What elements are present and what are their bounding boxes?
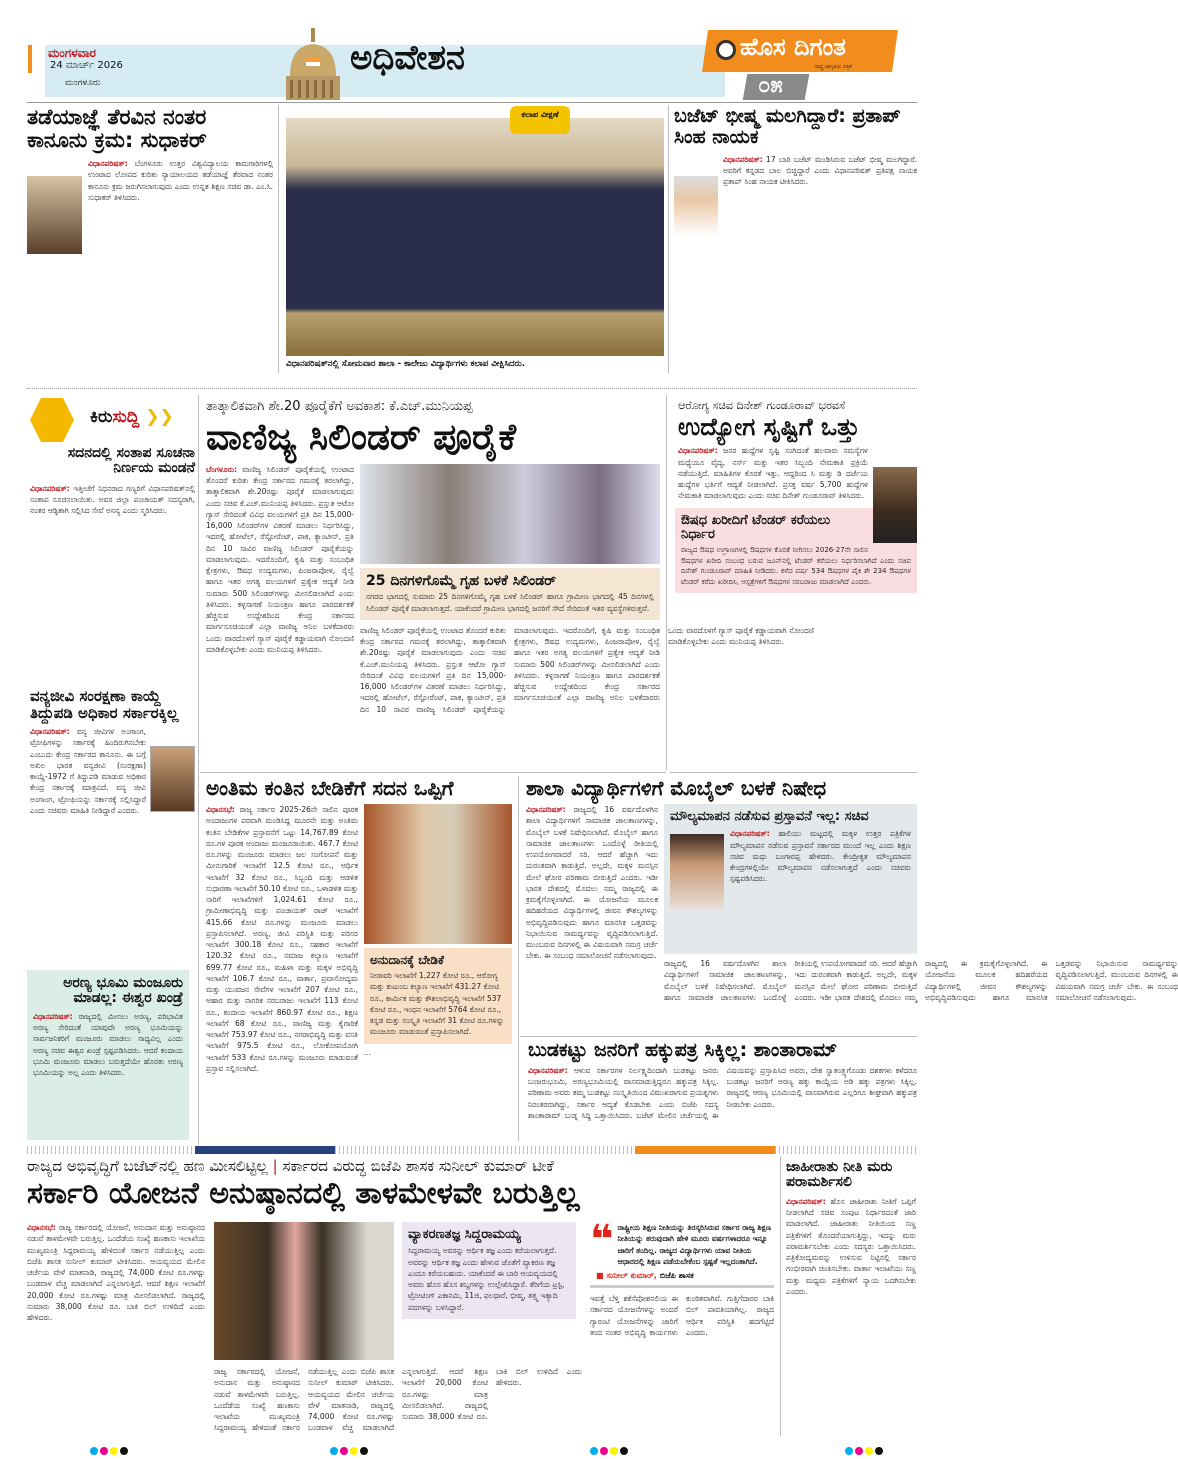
adpolicy-article — [786, 1160, 916, 1434]
health-portrait — [873, 467, 917, 543]
tribal-article — [528, 1040, 917, 1144]
row-rule — [27, 388, 917, 389]
sunil-kicker-a: ರಾಜ್ಯದ ಅಭಿವೃದ್ಧಿಗೆ ಬಜೆಟ್‌ನಲ್ಲಿ ಹಣ ಮೀಸಲಿಟ್ಟಿಲ್ಲ — [27, 1157, 268, 1175]
quote-author: ಸುನೀಲ್ ಕುಮಾರ್, — [606, 1271, 657, 1280]
evaluation-box-headline: ಮೌಲ್ಯಮಾಪನ ನಡೆಸುವ ಪ್ರಸ್ತಾವನೆ ಇಲ್ಲ: ಸಚಿವ — [670, 809, 869, 824]
adpolicy-body: ವಿಧಾನಪರಿಷತ್: ಹೊಸ ಜಾಹೀರಾತು ನೀತಿಗೆ ಒಪ್ಪಿಗೆ ನೀಡಲಾಗಿದೆ ಸಚಿವ ಸಂಪುಟ ನಿರ್ಧಾರದಂತೆ ಜಾರಿ ಮಾಡಲಾಗಿದೆ. ಜಾಹೀರಾತು ನೀತಿಯಿಂದ ಸಣ್ಣ ಪತ್ರಿಕೆಗಳಿಗೆ ತೊಂದರೆಯಾಗುತ್ತಿದ್ದು, ಇದನ್ನು ಮರು ಪರಾಮರ್ಶಿಸಬೇಕು ಎಂದು ಸದಸ್ಯರು ಒತ್ತಾಯಿಸಿದರು. ಪತ್ರಿಕೋದ್ಯಮವನ್ನು ಉಳಿಸುವ ನಿಟ್ಟಿನಲ್ಲಿ ಸರ್ಕಾರ ಗಂಭೀರವಾಗಿ ಚಿಂತಿಸಬೇಕು. ವಾರ್ತಾ ಇಲಾಖೆಯು ಸಣ್ಣ ಮತ್ತು ಮಧ್ಯಮ ಪತ್ರಿಕೆಗಳಿಗೆ ನ್ಯಾಯ ಒದಗಿಸಬೇಕು ಎಂದರು. — [786, 1196, 916, 1296]
sudhakar-portrait — [27, 176, 82, 254]
kirusuddi-logo: ಕಿರುಸುದ್ದಿ ❯❯ — [90, 407, 174, 427]
quote-text: ರಾಷ್ಟ್ರೀಯ ಶಿಕ್ಷಣ ನೀತಿಯನ್ನು ತಿರಸ್ಕರಿಸಿರುವ ಸರ್ಕಾರ ರಾಜ್ಯ ಶಿಕ್ಷಣ ನೀತಿಯನ್ನು ತರುವುದಾಗಿ ಹೇಳಿ ಮೂರು ವರ್ಷಗಳಾದರೂ ಇನ್ನೂ ಜಾರಿಗೆ ತಂದಿಲ್ಲ. ರಾಜ್ಯದ ವಿದ್ಯಾರ್ಥಿಗಳು ಯಾವ ನೀತಿಯ ಆಧಾರದಲ್ಲಿ ಶಿಕ್ಷಣ ಪಡೆಯಬೇಕೆಂಬ ಸ್ಪಷ್ಟತೆ ಇಲ್ಲದಂತಾಗಿದೆ. — [617, 1223, 772, 1266]
sunil-kicker: ರಾಜ್ಯದ ಅಭಿವೃದ್ಧಿಗೆ ಬಜೆಟ್‌ನಲ್ಲಿ ಹಣ ಮೀಸಲಿಟ್ಟಿಲ್ಲ | ಸರ್ಕಾರದ ವಿರುದ್ಧ ಬಿಜೆಪಿ ಶಾಸಕ ಸುನೀಲ್ ಕುಮಾರ್ ಟೀಕೆ — [27, 1157, 554, 1175]
cylinder-headline: ವಾಣಿಜ್ಯ ಸಿಲಿಂಡರ್ ಪೂರೈಕೆ — [206, 417, 517, 459]
health-box-headline: ಔಷಧ ಖರೀದಿಗೆ ಟೆಂಡರ್ ಕರೆಯಲು ನಿರ್ಧಾರ — [681, 512, 831, 543]
sunil-kumar-photo — [214, 1222, 394, 1360]
print-registration-marks — [590, 1440, 630, 1459]
quote-attribution: ■ ಸುನೀಲ್ ಕುಮಾರ್, ಬಿಜೆಪಿ ಶಾಸಕ — [596, 1271, 694, 1280]
quote-rule — [590, 1285, 774, 1288]
date-accent-bar — [28, 45, 32, 73]
wildlife-body: ವಿಧಾನಪರಿಷತ್: ವನ್ಯ ಜೀವಿಗಳ ಅಂಗಾಂಗ, ಟ್ರೋಫಿಗಳನ್ನು ಸರ್ಕಾರಕ್ಕೆ ಹಿಂದಿರುಗಿಸಬೇಕು ಎಂಬುದು ಕೇಂದ್ರ ಸರ್ಕಾರದ ಕಾನೂನು. ಈ ಬಗ್ಗೆ ಅಖಿಲ ಭಾರತ ವನ್ಯಜೀವಿ (ಸಂರಕ್ಷಣಾ) ಕಾಯ್ದೆ-1972 ಗೆ ತಿದ್ದುಪಡಿ ಮಾಡುವ ಅಧಿಕಾರ ಕೇಂದ್ರ ಸರ್ಕಾರಕ್ಕೆ ಮಾತ್ರವಿದೆ. ವನ್ಯ ಜೀವಿ ಅಂಗಾಂಗ, ಟ್ರೋಫಿಯನ್ನು ಸರ್ಕಾರಕ್ಕೆ ಸಲ್ಲಿಸಿದ್ದಾರೆ ಎಂದು ಸಚಿವರು ಮಾಹಿತಿ ನೀಡಿದ್ದಾರೆ ಎಂದರು. — [30, 726, 195, 816]
cylinder-box-body: ನಗರದ ಭಾಗದಲ್ಲಿ ಸುಮಾರು 25 ದಿನಗಳಿಗೊಮ್ಮೆ ಗೃಹ ಬಳಕೆ ಸಿಲಿಂಡರ್ ಹಾಗೂ ಗ್ರಾಮೀಣ ಭಾಗದಲ್ಲಿ 45 ದಿನಗಳಲ್ಲಿ ಸಿಲಿಂಡರ್ ಪೂರೈಕೆ ಮಾಡಲಾಗುತ್ತದೆ. ಯಾಕೆಂದರೆ ಗ್ರಾಮೀಣ ಭಾಗದಲ್ಲಿ ಜನರಿಗೆ ಸೌದೆ ಸೇರಿದಂತೆ ಇತರ ವ್ಯವಸ್ಥೆಗಳಿರುತ್ತವೆ. — [366, 592, 654, 613]
edition-label: ಮಂಗಳೂರು — [65, 78, 101, 88]
evaluation-box-body: ವಿಧಾನಪರಿಷತ್: ಹಾಲಿಯು ಮಟ್ಟದಲ್ಲಿ ಮಕ್ಕಳ ಉತ್ತರ ಪತ್ರಿಕೆಗಳ ಮೌಲ್ಯಮಾಪನ ನಡೆಸುವ ಪ್ರಸ್ತಾವನೆ ಸರ್ಕಾರದ ಮುಂದೆ ಇಲ್ಲ ಎಂದು ಶಿಕ್ಷಣ ಸಚಿವ ಮಧು ಬಂಗಾರಪ್ಪ ಹೇಳಿದರು. ಕೇಂದ್ರೀಕೃತ ಮೌಲ್ಯಮಾಪನ ಕೇಂದ್ರಗಳಲ್ಲಿಯೇ ಮೌಲ್ಯಮಾಪನ ನಡೆಸಲಾಗುತ್ತದೆ ಎಂದು ಸಚಿವರು ಸ್ಪಷ್ಟಪಡಿಸಿದರು. — [670, 828, 911, 884]
sunil-body-2: ಇವತ್ತೆ ಬೆಳ್ತಿ ಶಕೆಸೆಪೋಶನಲಿಯ ಈ ಸರ್ಕಾರದ ಯೋಜನೆಗಳನ್ನು ಅಂದರೆ ಗ್ಯಾರಂಟಿ ಯೋಜನೆಗಳನ್ನು ಜಾರಿಗೆ ತಂದ ನಂತರ ಅಭಿವೃದ್ಧಿ ಕಾರ್ಯಗಳು ಕುಂಠಿತವಾಗಿವೆ. ಗುತ್ತಿಗೆದಾರರ ಬಾಕಿ ಬಿಲ್ ಪಾವತಿಯಾಗಿಲ್ಲ. ರಾಜ್ಯದ ಆರ್ಥಿಕ ಪರಿಸ್ಥಿತಿ ಹದಗೆಟ್ಟಿದೆ ಎಂದರು. — [590, 1294, 774, 1337]
divider — [278, 105, 279, 373]
pratap-body: ವಿಧಾನಪರಿಷತ್: 17 ಬಾರಿ ಬಜೆಟ್ ಮಂಡಿಸಿರುವ ಬಜೆಟ್ ಭೀಷ್ಮ ಮಲಗಿದ್ದಾರೆ. ಅವರಿಗೆ ಕನ್ನಡದ ಬಾಲ ಬಿಚ್ಚಿದ್ದಾರೆ ಎಂದು ವಿಧಾನಪರಿಷತ್ ಪ್ರತಿಪಕ್ಷ ನಾಯಕ ಪ್ರತಾಪ್ ಸಿಂಹ ನಾಯಕ ಟೀಕಿಸಿದರು. — [674, 154, 917, 188]
divider — [668, 105, 669, 373]
section-divider — [27, 1146, 917, 1154]
kirusuddi-hexagon-icon — [30, 398, 74, 442]
pratap-article — [674, 106, 917, 238]
grammar-box — [402, 1222, 576, 1319]
sudhakar-headline: ತಡೆಯಾಜ್ಞೆ ತೆರವಿನ ನಂತರ ಕಾನೂನು ಕ್ರಮ: ಸುಧಾಕರ್ — [27, 105, 207, 153]
divider-orange-segment — [635, 1146, 775, 1154]
photo-caption: ವಿಧಾನಪರಿಷತ್‌ನಲ್ಲಿ ಸೋಮವಾರ ಶಾಲಾ - ಕಾಲೇಜು ವಿದ್ಯಾರ್ಥಿಗಳು ಕಲಾಪ ವೀಕ್ಷಿಸಿದರು. — [286, 359, 525, 369]
divider — [198, 395, 199, 1145]
row-rule — [670, 772, 917, 773]
print-registration-marks — [90, 1440, 130, 1459]
cylinder-body-lead: ಬೆಂಗಳೂರು: ವಾಣಿಜ್ಯ ಸಿಲಿಂಡರ್ ಪೂರೈಕೆಯಲ್ಲಿ ಉಂಟಾದ ತೊಂದರೆ ಕುರಿತು ಕೇಂದ್ರ ಸರ್ಕಾರದ ಗಮನಕ್ಕೆ ತರಲಾಗಿದ್ದು, ತಾತ್ಕಾಲಿಕವಾಗಿ ಶೇ.20ರಷ್ಟು ಪೂರೈಕೆ ಮಾಡಲಾಗುವುದು ಎಂದು ಸಚಿವ ಕೆ.ಎಚ್.ಮುನಿಯಪ್ಪ ತಿಳಿಸಿದರು. ಪ್ರಸ್ತುತ ಆಟೋ ಗ್ಯಾಸ್ ಸೇರಿದಂತೆ ವಿವಿಧ ವಲಯಗಳಿಗೆ ಪ್ರತಿ ದಿನ 15,000-16,000 ಸಿಲಿಂಡರ್‌ಗಳ ವಿತರಣೆ ಮಾಡಲು ನಿರ್ಧರಿಸಿದ್ದು, ಇದರಲ್ಲಿ ಹೋಟೆಲ್, ರೆಸ್ಟೋರೆಂಟ್, ಪಾಕ, ಕ್ಯಾಂಟೀನ್, ಪ್ರತಿ ದಿನ 10 ಸಾವಿರ ವಾಣಿಜ್ಯ ಸಿಲಿಂಡರ್ ಪೂರೈಕೆಯನ್ನು ಮಾಡಲಾಗುವುದು. ಇದರೊಂದಿಗೆ, ಕೃಷಿ ಮತ್ತು ಸಂಬಂಧಿತ ಕ್ಷೇತ್ರಗಳು, ಔಷಧ ಉದ್ಯಮಗಳು, ಪಿಂಜರಾಪೋಳ, ರೈಲ್ವೆ ಹಾಗೂ ಇತರ ಅಗತ್ಯ ವಲಯಗಳಿಗೆ ಪ್ರತ್ಯೇಕ ಆದ್ಯತೆ ನೀಡಿ ಸುಮಾರು 500 ಸಿಲಿಂಡರ್‌ಗಳನ್ನು ಮೀಸಲಿಡಲಾಗಿದೆ ಎಂದು ತಿಳಿಸಿದರು. ಕಳ್ಳಸಾಗಣೆ ನಿಯಂತ್ರಣ ಹಾಗೂ ಪಾರದರ್ಶಕತೆ ಹೆಚ್ಚಿಸುವ ಉದ್ದೇಶದಿಂದ ಕೇಂದ್ರ ಸರ್ಕಾರದ ಮಾರ್ಗಸೂಚಿಯಂತೆ ಎಲ್ಲಾ ವಾಣಿಜ್ಯ ಅನಿಲ ಬಳಕೆದಾರರು ಒಂದು ವಾರದೊಳಗೆ ಗ್ಯಾಸ್ ಪೂರೈಕೆ ಕಡ್ಡಾಯವಾಗಿ ನೋಂದಣಿ ಮಾಡಿಕೊಳ್ಳಬೇಕು ಎಂದು ಮುನಿಯಪ್ಪ ತಿಳಿಸಿದರು. — [206, 464, 355, 654]
divider-blue-segment — [195, 1146, 335, 1154]
tribal-body: ವಿಧಾನಪರಿಷತ್: ಆಳುವ ಸರ್ಕಾರಗಳ ನಿರ್ಲಕ್ಷ್ಯದಿಂದಾಗಿ ಬುಡಕಟ್ಟು ಜನರು ಬಂಜರುಭೂಮಿ, ಅರಣ್ಯಭೂಮಿಯಲ್ಲಿ ವಾಸಮಾಡುತ್ತಿದ್ದರೂ ಹಕ್ಕುಪತ್ರ ಸಿಕ್ಕಿಲ್ಲ. ಪರಿಣಾಮ ಅವರು ತಮ್ಮ ಬುಡಕಟ್ಟು ಸಂಸ್ಕೃತಿಯಿಂದ ವಿಮುಖರಾಗುವ ಪ್ರಯತ್ನಗಳು ನಿರಂತರವಾಗಿದ್ದು, ಸರ್ಕಾರ ಆದ್ಯತೆ ಕೊಡಬೇಕು ಎಂದು ಬಿಜೆಪಿ ಸದಸ್ಯ ಶಾಂತಾರಾಮ್ ಬುಡ್ನ ಸಿದ್ದಿ ಒತ್ತಾಯಿಸಿದರು. ಬಜೆಟ್ ಮೇಲಿನ ಚರ್ಚೆಯಲ್ಲಿ ಈ ವಿಷಯವನ್ನು ಪ್ರಸ್ತಾಪಿಸಿದ ಅವರು, ದೇಶ ಸ್ವಾತಂತ್ರ್ಯಗೊಂಡು ದಶಕಗಳು ಕಳೆದರೂ ಬುಡಕಟ್ಟು ಜನರಿಗೆ ಅರಣ್ಯ ಹಕ್ಕು ಕಾಯ್ದೆಯ ಅಡಿ ಹಕ್ಕು ಪತ್ರಗಳು ಸಿಕ್ಕಿಲ್ಲ. ರಾಜ್ಯದಲ್ಲಿ ಆರಣ್ಯ ಭೂಮಿಯಲ್ಲಿ ವಾಸವಾಗಿರುವ ಎಲ್ಲರಿಗೂ ಶೀಘ್ರವಾಗಿ ಹಕ್ಕುಪತ್ರ ನೀಡಬೇಕು ಎಂದರು. — [528, 1065, 917, 1120]
mobile-article — [526, 776, 1178, 1033]
pratap-portrait — [674, 176, 718, 236]
sudhakar-body: ವಿಧಾನಪರಿಷತ್: ಬೆಂಗಳೂರು ಉತ್ತರ ವಿಶ್ವವಿದ್ಯಾಲಯ ಕಾಮಗಾರಿಗಳಲ್ಲಿ ಉಂಟಾದ ಲೋಪದ ಕುರಿತು ನ್ಯಾಯಾಲಯದ ತಡೆಯಾಜ್ಞೆ ತೆರವಾದ ನಂತರ ಕಾನೂನು ಕ್ರಮ ಜರುಗಿಸಲಾಗುವುದು ಎಂದು ಉನ್ನತ ಶಿಕ್ಷಣ ಸಚಿವ ಡಾ. ಎಂ.ಸಿ. ಸುಧಾಕರ್ ತಿಳಿಸಿದರು. — [27, 158, 273, 203]
lastinstallment-article — [206, 777, 512, 1074]
wildlife-article — [30, 688, 195, 816]
health-headline: ಉದ್ಯೋಗ ಸೃಷ್ಟಿಗೆ ಒತ್ತು — [678, 413, 860, 442]
grammar-box-headline: ವ್ಯಾಕರಣತಜ್ಞ ಸಿದ್ದರಾಮಯ್ಯ — [408, 1227, 521, 1242]
row-rule — [200, 772, 666, 773]
forest-body: ವಿಧಾನಪರಿಷತ್: ರಾಜ್ಯದಲ್ಲಿ ಮೀಸಲು ಅರಣ್ಯ, ಪರಿಭಾವಿತ ಅರಣ್ಯ ಸೇರಿದಂತೆ ಯಾವುದೇ ಅರಣ್ಯ ಭೂಮಿಯನ್ನು ಸಾರ್ವಜನಿಕರಿಗೆ ಮಂಜೂರು ಮಾಡಲು ಸಾಧ್ಯವಿಲ್ಲ ಎಂದು ಅರಣ್ಯ ಸಚಿವ ಈಶ್ವರ ಖಂಡ್ರೆ ಸ್ಪಷ್ಟಪಡಿಸಿದರು. ಆದರೆ ಕಂದಾಯ ಭೂಮಿ ಮಂಜೂರು ಮಾಡಲು ಬರುತ್ತದೆಯೇ ಹೊರತು ಅರಣ್ಯ ಭೂಮಿಯನ್ನು ಅಲ್ಲ ಎಂದು ತಿಳಿಸಿದರು. — [33, 1011, 183, 1078]
divider — [518, 776, 519, 1141]
sunil-kicker-b: ಸರ್ಕಾರದ ವಿರುದ್ಧ ಬಿಜೆಪಿ ಶಾಸಕ ಸುನೀಲ್ ಕುಮಾರ್ ಟೀಕೆ — [282, 1157, 554, 1175]
health-body: ವಿಧಾನಪರಿಷತ್: ಜನರ ಹುದ್ದೆಗಳ ಸೃಷ್ಟಿ ಸಂಗಿದಂತೆ ಹಲವಾರು ಸಮಸ್ಯೆಗಳ ಮಧ್ಯೆಯೂ ವೈದ್ಯ, ನರ್ಸ್ ಮತ್ತು ಇತರ ಸಿಬ್ಬಂದಿ ನೇಮಕಾತಿ ಪ್ರಕ್ರಿಯೆ ನಡೆಯುತ್ತಿದೆ. ಮಾಹಿತಿಗಳ ಕೊರತೆ ಇತ್ತು. ಆದ್ದರಿಂದ ಸಿ ಮತ್ತು ಡಿ ದರ್ಜೆಯ ಹುದ್ದೆಗಳ ಭರ್ತಿಗೆ ಆದ್ಯತೆ ನೀಡಲಾಗಿದೆ. ಪ್ರಸಕ್ತ ವರ್ಷ 5,700 ಹುದ್ದೆಗಳ ನೇಮಕಾತಿ ಮಾಡಲಾಗುವುದು ಎಂದು ಸಚಿವ ದಿನೇಶ್ ಗುಂಡೂರಾವ್ ತಿಳಿಸಿದರು. — [675, 445, 917, 501]
quote-text-block — [590, 1217, 774, 1267]
mobile-body: ವಿಧಾನಪರಿಷತ್: ರಾಜ್ಯದಲ್ಲಿ 16 ವರ್ಷದೊಳಗಿನ ಶಾಲಾ ವಿದ್ಯಾರ್ಥಿಗಳಿಗೆ ಸಾಮಾಜಿಕ ಜಾಲತಾಣಗಳನ್ನು, ಮೊಬೈಲ್ ಬಳಕೆ ನಿಷೇಧಿಸಲಾಗಿದೆ. ಮೊಬೈಲ್ ಹಾಗೂ ಸಾಮಾಜಿಕ ಜಾಲತಾಣಗಳು ಒಂದೊಳ್ಳೆ ರೀತಿಯಲ್ಲಿ ಉಪಯೋಗವಾದರೆ ಸರಿ. ಆದರೆ ಹೆಚ್ಚಾಗಿ ಇದು ದುರಂತವಾಗಿ ಕಾಡುತ್ತಿದೆ. ಅಲ್ಲದೇ, ಮಕ್ಕಳ ಮನಸ್ಸಿನ ಮೇಲೆ ಘೋರ ಪರಿಣಾಮ ಬೀರುತ್ತಿದೆ ಎಂದರು. ಇಡೀ ಭಾರತ ದೇಶದಲ್ಲಿ ಮೊದಲು ನಮ್ಮ ರಾಜ್ಯದಲ್ಲಿ ಈ ಕ್ರಮಕೈಗೊಳ್ಳಲಾಗಿದೆ. ಈ ಯೋಜನೆಯ ಮೂಲಕ ಹದಿಹರೆಯದ ವಿದ್ಯಾರ್ಥಿಗಳಲ್ಲಿ ಜೀವನ ಕೌಶಲ್ಯಗಳನ್ನು ಅಭಿವೃದ್ಧಿಪಡಿಸುವುದು ಹಾಗೂ ಮಾನಸಿಕ ಒತ್ತಡವನ್ನು ನಿಭಾಯಿಸುವ ಸಾಮರ್ಥ್ಯವನ್ನು ವೃದ್ಧಿಪಡಿಸಲಾಗುತ್ತಿದೆ. ಮುಂಬರುವ ದಿನಗಳಲ್ಲಿ ಈ ವಿಷಯವಾಗಿ ಸಮಗ್ರ ಚರ್ಚೆ ಬೇಕು. ಈ ಸಂಬಂಧ ಸಮಾಲೋಚನೆ ನಡೆಸಲಾಗುವುದು. — [526, 805, 658, 961]
cylinder-meeting-photo — [360, 464, 660, 564]
day-label: ಮಂಗಳವಾರ — [48, 46, 97, 60]
mobile-headline: ಶಾಲಾ ವಿದ್ಯಾರ್ಥಿಗಳಿಗೆ ಮೊಬೈಲ್ ಬಳಕೆ ನಿಷೇಧ — [526, 776, 827, 800]
print-registration-marks — [330, 1440, 370, 1459]
health-box-body: ರಾಜ್ಯದ ಔಷಧ ಉಗ್ರಾಣಗಳಲ್ಲಿ ಔಷಧಗಳ ಕೊರತೆ ನೀಗಿಸಲು 2026-27ನೇ ಸಾಲಿನ ಔಷಧಗಳ ಖರೀದಿ ಸಂಬಂಧ ಬರುವ ಜೂನ್‌ನಲ್ಲಿ ಟೆಂಡರ್ ಕರೆಯಲು ನಿರ್ಧರಿಸಲಾಗಿದೆ ಎಂದು ಸಚಿವ ದಿನೇಶ್ ಗುಂಡೂರಾವ್ ಮಾಹಿತಿ ನೀಡಿದರು. ಕಳೆದ ವರ್ಷ 534 ಔಷಧಗಳ ಪೈಕಿ ಶೇ 234 ಔಷಧಗಳ ಟೆಂಡರ್ ಕರೆದು ಖರೀದಿಸಿ, ಆಸ್ಪತ್ರೆಗಳಿಗೆ ಔಷಧಗಳ ಸರಬರಾಜು ಮಾಡಲಾಗಿದೆ ಎಂದರು. — [681, 546, 911, 586]
date-label: 24 ಮಾರ್ಚ್ 2026 — [50, 60, 123, 71]
cylinder-kicker: ತಾತ್ಕಾಲಿಕವಾಗಿ ಶೇ.20 ಪೂರೈಕೆಗೆ ಅವಕಾಶ: ಕೆ.ಎಚ್.ಮುನಿಯಪ್ಪ — [206, 399, 473, 414]
sudhakar-article — [27, 106, 273, 256]
sunil-headline: ಸರ್ಕಾರಿ ಯೋಜನೆ ಅನುಷ್ಠಾನದಲ್ಲಿ ತಾಳಮೇಳವೇ ಬರುತ್ತಿಲ್ಲ — [27, 1175, 580, 1211]
kirusuddi-article — [30, 446, 195, 517]
grammar-box-body: ಸಿದ್ದರಾಮಯ್ಯ ಅವರನ್ನು ಆರ್ಥಿಕ ತಜ್ಞ ಎಂದು ಕರೆಯಲಾಗುತ್ತದೆ. ಅವರನ್ನು ಆರ್ಥಿಕ ತಜ್ಞ ಎಂದು ಹೇಳುವ ಜೊತೆಗೆ ವ್ಯಾಕರಣ ತಜ್ಞ ಎಂದೂ ಕರೆಯಬಹುದು. ಯಾಕೆಂದರೆ ಈ ಬಾರಿ ಆಯವ್ಯಯದಲ್ಲಿ ಅವರು ಹೊಸ ಹೊಸ ಶಬ್ದಗಳನ್ನು ಉಲ್ಲೇಖಿಸಿದ್ದಾರೆ. ತೆರಿಗೆಯ ಟ್ರಸ್ಟಿ, ಟ್ರೋಟಿಂಗ್ ಎಕಾನಮಿ, 11ಜಿ, ಫಲಧಾರೆ, ಭೀಷ್ಮ, ತತ್ತ್ವ ಇತ್ಯಾದಿ ಪದಗಳನ್ನು ಬಳಸಿದ್ದಾರೆ. — [408, 1246, 565, 1312]
row-rule — [520, 1036, 917, 1037]
students-gallery-photo — [286, 118, 664, 356]
pratap-headline: ಬಜೆಟ್ ಭೀಷ್ಮ ಮಲಗಿದ್ದಾರೆ: ಪ್ರತಾಪ್ ಸಿಂಹ ನಾಯಕ — [674, 105, 901, 148]
photo-tag — [510, 106, 570, 134]
divider — [780, 1156, 781, 1436]
lastinstallment-body: ವಿಧಾನಸಭೆ: ರಾಜ್ಯ ಸರ್ಕಾರ 2025-26ನೇ ಸಾಲಿನ ಪೂರಕ ಅಂದಾಜುಗಳ ಪರವಾಗಿ ಮಂಡಿಸಿದ್ದ ಮೂರನೇ ಮತ್ತು ಅಂತಿಮ ಕಂತಿನ ಬೇಡಿಕೆಗಳ ಪ್ರಸ್ತಾವನೆಗೆ ಒಟ್ಟು 14,767.89 ಕೋಟಿ ರೂ.ಗಳ ಪೂರಕ ಅಂದಾಜು ಮಂಜೂರಾಯಿತು. 467.7 ಕೋಟಿ ರೂ.ಗಳನ್ನು ಮಂಜೂರು ಮಾಡಲು ಜಲ ಸಂಗೋಪನೆ ಮತ್ತು ಮೀನುಗಾರಿಕೆ ಇಲಾಖೆಗೆ 12.5 ಕೋಟಿ ರೂ., ಆರ್ಥಿಕ ಇಲಾಖೆಗೆ 32 ಕೋಟಿ ರೂ., ಸಿಬ್ಬಂದಿ ಮತ್ತು ಆಡಳಿತ ಸುಧಾರಣಾ ಇಲಾಖೆಗೆ 50.10 ಕೋಟಿ ರೂ., ಒಳಾಡಳಿತ ಮತ್ತು ಸಾರಿಗೆ ಇಲಾಖೆಗಳಿಗೆ 1,024.61 ಕೋಟಿ ರೂ., ಗ್ರಾಮೀಣಾಭಿವೃದ್ಧಿ ಮತ್ತು ಪಂಚಾಯತ್ ರಾಜ್ ಇಲಾಖೆಗೆ 415.66 ಕೋಟಿ ರೂ.ಗಳನ್ನು ಮಂಜೂರು ಮಾಡಲು ಪ್ರಸ್ತಾಪಿಸಲಾಗಿದೆ. ಅರಣ್ಯ, ಜೀವಿ ಪರಿಸ್ಥಿತಿ ಮತ್ತು ಪರಿಸರ ಇಲಾಖೆಗೆ 300.18 ಕೋಟಿ ರೂ., ಸಹಕಾರ ಇಲಾಖೆಗೆ 120.32 ಕೋಟಿ ರೂ., ಸಮಾಜ ಕಲ್ಯಾಣ ಇಲಾಖೆಗೆ 699.77 ಕೋಟಿ ರೂ., ಮಹಿಳಾ ಮತ್ತು ಮಕ್ಕಳ ಅಭಿವೃದ್ಧಿ ಇಲಾಖೆಗೆ 106.7 ಕೋಟಿ ರೂ., ವಾರ್ತಾ, ಪ್ರವಾಸೋದ್ಯಮ ಮತ್ತು ಯುವಜನ ಸೇವೆಗಳ ಇಲಾಖೆಗೆ 207 ಕೋಟಿ ರೂ., ಆಹಾರ ಮತ್ತು ನಾಗರಿಕ ಸರಬರಾಜು ಇಲಾಖೆಗೆ 113 ಕೋಟಿ ರೂ., ಕಂದಾಯ ಇಲಾಖೆಗೆ 860.97 ಕೋಟಿ ರೂ., ಶಿಕ್ಷಣ ಇಲಾಖೆಗೆ 68 ಕೋಟಿ ರೂ., ವಾಣಿಜ್ಯ ಮತ್ತು ಕೈಗಾರಿಕೆ ಇಲಾಖೆಗೆ 753.97 ಕೋಟಿ ರೂ., ನಗರಾಭಿವೃದ್ಧಿ ಮತ್ತು ವಸತಿ ಇಲಾಖೆಗೆ 975.5 ಕೋಟಿ ರೂ., ಲೋಕೋಪಯೋಗಿ ಇಲಾಖೆಗೆ 533 ಕೋಟಿ ರೂ.ಗಳನ್ನು ಮಂಜೂರು ಮಾಡುವಂತೆ ಪ್ರಸ್ತಾವ ಸಲ್ಲಿಸಲಾಗಿದೆ. — [206, 805, 358, 1073]
health-article — [675, 400, 917, 593]
logo-tagline: ರಾಷ್ಟ್ರ ಜಾಗೃತಿಯ ಪತ್ರಿಕೆ — [815, 64, 852, 70]
kirusuddi-logo-b: ಸುದ್ದಿ — [112, 407, 140, 427]
adpolicy-headline: ಜಾಹೀರಾತು ನೀತಿ ಮರು ಪರಾಮರ್ಶಿಸಲಿ — [786, 1159, 893, 1191]
header-rule — [27, 102, 917, 103]
photo-tag-label: ಕಲಾಪ ವೀಕ್ಷಣೆ — [521, 110, 559, 119]
sunil-heading — [27, 1158, 775, 1210]
forest-headline: ಅರಣ್ಯ ಭೂಮಿ ಮಂಜೂರು ಮಾಡಲ್ಲ: ಈಶ್ವರ ಖಂಡ್ರೆ — [63, 975, 183, 1007]
section-title: ಅಧಿವೇಶನ — [350, 38, 465, 78]
quote-role: ಬಿಜೆಪಿ ಶಾಸಕ — [659, 1271, 694, 1280]
cylinder-box — [360, 568, 660, 620]
grants-box — [364, 948, 512, 1044]
health-kicker: ಆರೋಗ್ಯ ಸಚಿವ ದಿನೇಶ್ ಗುಂಡೂರಾವ್ ಭರವಸೆ — [678, 399, 846, 412]
logo-icon — [716, 40, 736, 60]
kirusuddi-body: ವಿಧಾನಪರಿಷತ್: ಇತ್ತೀಚೆಗೆ ನಿಧನರಾದ ಗಣ್ಯರಿಗೆ ವಿಧಾನಪರಿಷತ್‌ನಲ್ಲಿ ಸಂತಾಪ ಸೂಚಿಸಲಾಯಿತು. ಅವರ ಜಿಲ್ಲಾ ಪಂಚಾಯತ್ ಸದಸ್ಯರಾಗಿ, ನಂತರ ಆಡ್ಳಿತಾಗಿ ಸಲ್ಲಿಸಿದ ಸೇವೆ ಅನನ್ಯ ಎಂದು ಸ್ಮರಿಸಿದರು. — [30, 483, 195, 516]
quote-column — [590, 1217, 774, 1434]
cylinder-box-headline: 25 ದಿನಗಳಿಗೊಮ್ಮೆ ಗೃಹ ಬಳಕೆ ಸಿಲಿಂಡರ್ — [366, 572, 557, 589]
kirusuddi-headline: ಸದನದಲ್ಲಿ ಸಂತಾಪ ಸೂಚನಾ ನಿರ್ಣಯ ಮಂಡನೆ — [67, 445, 195, 477]
minister-speaking-photo — [364, 804, 512, 944]
evaluation-box — [664, 804, 917, 954]
print-registration-marks — [845, 1440, 885, 1459]
mobile-body-continued: ರಾಜ್ಯದಲ್ಲಿ 16 ವರ್ಷದೊಳಗಿನ ಶಾಲಾ ವಿದ್ಯಾರ್ಥಿಗಳಿಗೆ ಸಾಮಾಜಿಕ ಜಾಲತಾಣಗಳನ್ನು, ಮೊಬೈಲ್ ಬಳಕೆ ನಿಷೇಧಿಸಲಾಗಿದೆ. ಮೊಬೈಲ್ ಹಾಗೂ ಸಾಮಾಜಿಕ ಜಾಲತಾಣಗಳು ಒಂದೊಳ್ಳೆ ರೀತಿಯಲ್ಲಿ ಉಪಯೋಗವಾದರೆ ಸರಿ. ಆದರೆ ಹೆಚ್ಚಾಗಿ ಇದು ದುರಂತವಾಗಿ ಕಾಡುತ್ತಿದೆ. ಅಲ್ಲದೇ, ಮಕ್ಕಳ ಮನಸ್ಸಿನ ಮೇಲೆ ಘೋರ ಪರಿಣಾಮ ಬೀರುತ್ತಿದೆ ಎಂದರು. ಇಡೀ ಭಾರತ ದೇಶದಲ್ಲಿ ಮೊದಲು ನಮ್ಮ ರಾಜ್ಯದಲ್ಲಿ ಈ ಕ್ರಮಕೈಗೊಳ್ಳಲಾಗಿದೆ. ಈ ಯೋಜನೆಯ ಮೂಲಕ ಹದಿಹರೆಯದ ವಿದ್ಯಾರ್ಥಿಗಳಲ್ಲಿ ಜೀವನ ಕೌಶಲ್ಯಗಳನ್ನು ಅಭಿವೃದ್ಧಿಪಡಿಸುವುದು ಹಾಗೂ ಮಾನಸಿಕ ಒತ್ತಡವನ್ನು ನಿಭಾಯಿಸುವ ಸಾಮರ್ಥ್ಯವನ್ನು ವೃದ್ಧಿಪಡಿಸಲಾಗುತ್ತಿದೆ. ಮುಂಬರುವ ದಿನಗಳಲ್ಲಿ ಈ ವಿಷಯವಾಗಿ ಸಮಗ್ರ ಚರ್ಚೆ ಬೇಕು. ಈ ಸಂಬಂಧ ಸಮಾಲೋಚನೆ ನಡೆಸಲಾಗುವುದು. — [664, 959, 1178, 1002]
vidhana-soudha-dome-icon — [282, 28, 344, 100]
evaluation-portrait — [670, 834, 724, 910]
wildlife-portrait — [150, 746, 195, 812]
logo-text: ಹೊಸ ದಿಗಂತ — [740, 33, 846, 61]
sunil-body: ವಿಧಾನಸಭೆ: ರಾಜ್ಯ ಸರ್ಕಾರದಲ್ಲಿ ಯೋಜನೆ, ಅನುದಾನ ಮತ್ತು ಅನುಷ್ಠಾನದ ನಡುವೆ ತಾಳಮೇಳವೇ ಬರುತ್ತಿಲ್ಲ. ಒಂದೆಡೆಯ ಸಂಖ್ಯೆ ಹಣಕಾಸು ಇಲಾಖೆಯ ಮುಖ್ಯಮಂತ್ರಿ ಸಿದ್ದರಾಮಯ್ಯ ಹೇಳಿದಂತೆ ಸರ್ಕಾರ ನಡೆಯುತ್ತಿಲ್ಲ ಎಂದು ಬಿಜೆಪಿ ಶಾಸಕ ಸುನೀಲ್ ಕುಮಾರ್ ಟೀಕಿಸಿದರು. ಆಯವ್ಯಯದ ಮೇಲಿನ ಚರ್ಚೆಯ ವೇಳೆ ಮಾತನಾಡಿ, ರಾಜ್ಯದಲ್ಲಿ 74,000 ಕೋಟಿ ರೂ.ಗಳಷ್ಟು ಬಂಡವಾಳ ವೆಚ್ಚ ಮಾಡಲಾಗಿದೆ ಎನ್ನಲಾಗುತ್ತಿದೆ. ಆದರೆ ಶಿಕ್ಷಣ ಇಲಾಖೆಗೆ 20,000 ಕೋಟಿ ರೂ.ಗಳಷ್ಟು ಮಾತ್ರ ಮೀಸಲಿಡಲಾಗಿದೆ. ರಾಜ್ಯದಲ್ಲಿ ಸುಮಾರು 38,000 ಕೋಟಿ ರೂ. ಬಾಕಿ ಬಿಲ್ ಉಳಿದಿದೆ ಎಂದು ಹೇಳಿದರು. — [27, 1223, 205, 1322]
tribal-headline: ಬುಡಕಟ್ಟು ಜನರಿಗೆ ಹಕ್ಕುಪತ್ರ ಸಿಕ್ಕಿಲ್ಲ: ಶಾಂತಾರಾಮ್ — [528, 1039, 838, 1061]
sunil-body-continued: ರಾಜ್ಯ ಸರ್ಕಾರದಲ್ಲಿ ಯೋಜನೆ, ಅನುದಾನ ಮತ್ತು ಅನುಷ್ಠಾನದ ನಡುವೆ ತಾಳಮೇಳವೇ ಬರುತ್ತಿಲ್ಲ. ಒಂದೆಡೆಯ ಸಂಖ್ಯೆ ಹಣಕಾಸು ಇಲಾಖೆಯ ಮುಖ್ಯಮಂತ್ರಿ ಸಿದ್ದರಾಮಯ್ಯ ಹೇಳಿದಂತೆ ಸರ್ಕಾರ ನಡೆಯುತ್ತಿಲ್ಲ ಎಂದು ಬಿಜೆಪಿ ಶಾಸಕ ಸುನೀಲ್ ಕುಮಾರ್ ಟೀಕಿಸಿದರು. ಆಯವ್ಯಯದ ಮೇಲಿನ ಚರ್ಚೆಯ ವೇಳೆ ಮಾತನಾಡಿ, ರಾಜ್ಯದಲ್ಲಿ 74,000 ಕೋಟಿ ರೂ.ಗಳಷ್ಟು ಬಂಡವಾಳ ವೆಚ್ಚ ಮಾಡಲಾಗಿದೆ ಎನ್ನಲಾಗುತ್ತಿದೆ. ಆದರೆ ಶಿಕ್ಷಣ ಇಲಾಖೆಗೆ 20,000 ಕೋಟಿ ರೂ.ಗಳಷ್ಟು ಮಾತ್ರ ಮೀಸಲಿಡಲಾಗಿದೆ. ರಾಜ್ಯದಲ್ಲಿ ಸುಮಾರು 38,000 ಕೋಟಿ ರೂ. ಬಾಕಿ ಬಿಲ್ ಉಳಿದಿದೆ ಎಂದು ಹೇಳಿದರು. — [214, 1367, 582, 1433]
grants-box-body: ನೀರಾವರಿ ಇಲಾಖೆಗೆ 1,227 ಕೋಟಿ ರೂ., ಆರೋಗ್ಯ ಮತ್ತು ಕುಟುಂಬ ಕಲ್ಯಾಣ ಇಲಾಖೆಗೆ 431.27 ಕೋಟಿ ರೂ., ಕಾರ್ಮಿಕ ಮತ್ತು ಕೌಶಲಾಭಿವೃದ್ಧಿ ಇಲಾಖೆಗೆ 537 ಕೋಟಿ ರೂ., ಇಂಧನ ಇಲಾಖೆಗೆ 5764 ಕೋಟಿ ರೂ., ಕನ್ನಡ ಮತ್ತು ಸಂಸ್ಕೃತಿ ಇಲಾಖೆಗೆ 31 ಕೋಟಿ ರೂ.ಗಳನ್ನು ಮಂಜೂರು ಮಾಡುವಂತೆ ಪ್ರಸ್ತಾಪಿಸಲಾಗಿದೆ. — [370, 971, 505, 1037]
kirusuddi-logo-a: ಕಿರು — [90, 407, 113, 427]
grants-box-headline: ಅನುದಾನಕ್ಕೆ ಬೇಡಿಕೆ — [370, 953, 444, 967]
divider — [666, 395, 667, 770]
page-number: ೦೫ — [758, 73, 783, 98]
quote-mark-icon: ❝ — [590, 1217, 614, 1263]
wildlife-headline: ವನ್ಯಜೀವಿ ಸಂರಕ್ಷಣಾ ಕಾಯ್ದೆ ತಿದ್ದುಪಡಿ ಅಧಿಕಾರ ಸರ್ಕಾರಕ್ಕಿಲ್ಲ — [30, 687, 179, 722]
lastinstallment-body-continued: … — [364, 1048, 371, 1057]
lastinstallment-headline: ಅಂತಿಮ ಕಂತಿನ ಬೇಡಿಕೆಗೆ ಸದನ ಒಪ್ಪಿಗೆ — [206, 776, 454, 800]
forest-box — [27, 970, 189, 1140]
cylinder-body-continued: ವಾಣಿಜ್ಯ ಸಿಲಿಂಡರ್ ಪೂರೈಕೆಯಲ್ಲಿ ಉಂಟಾದ ತೊಂದರೆ ಕುರಿತು ಕೇಂದ್ರ ಸರ್ಕಾರದ ಗಮನಕ್ಕೆ ತರಲಾಗಿದ್ದು, ತಾತ್ಕಾಲಿಕವಾಗಿ ಶೇ.20ರಷ್ಟು ಪೂರೈಕೆ ಮಾಡಲಾಗುವುದು ಎಂದು ಸಚಿವ ಕೆ.ಎಚ್.ಮುನಿಯಪ್ಪ ತಿಳಿಸಿದರು. ಪ್ರಸ್ತುತ ಆಟೋ ಗ್ಯಾಸ್ ಸೇರಿದಂತೆ ವಿವಿಧ ವಲಯಗಳಿಗೆ ಪ್ರತಿ ದಿನ 15,000-16,000 ಸಿಲಿಂಡರ್‌ಗಳ ವಿತರಣೆ ಮಾಡಲು ನಿರ್ಧರಿಸಿದ್ದು, ಇದರಲ್ಲಿ ಹೋಟೆಲ್, ರೆಸ್ಟೋರೆಂಟ್, ಪಾಕ, ಕ್ಯಾಂಟೀನ್, ಪ್ರತಿ ದಿನ 10 ಸಾವಿರ ವಾಣಿಜ್ಯ ಸಿಲಿಂಡರ್ ಪೂರೈಕೆಯನ್ನು ಮಾಡಲಾಗುವುದು. ಇದರೊಂದಿಗೆ, ಕೃಷಿ ಮತ್ತು ಸಂಬಂಧಿತ ಕ್ಷೇತ್ರಗಳು, ಔಷಧ ಉದ್ಯಮಗಳು, ಪಿಂಜರಾಪೋಳ, ರೈಲ್ವೆ ಹಾಗೂ ಇತರ ಅಗತ್ಯ ವಲಯಗಳಿಗೆ ಪ್ರತ್ಯೇಕ ಆದ್ಯತೆ ನೀಡಿ ಸುಮಾರು 500 ಸಿಲಿಂಡರ್‌ಗಳನ್ನು ಮೀಸಲಿಡಲಾಗಿದೆ ಎಂದು ತಿಳಿಸಿದರು. ಕಳ್ಳಸಾಗಣೆ ನಿಯಂತ್ರಣ ಹಾಗೂ ಪಾರದರ್ಶಕತೆ ಹೆಚ್ಚಿಸುವ ಉದ್ದೇಶದಿಂದ ಕೇಂದ್ರ ಸರ್ಕಾರದ ಮಾರ್ಗಸೂಚಿಯಂತೆ ಎಲ್ಲಾ ವಾಣಿಜ್ಯ ಅನಿಲ ಬಳಕೆದಾರರು ಒಂದು ವಾರದೊಳಗೆ ಗ್ಯಾಸ್ ಪೂರೈಕೆ ಕಡ್ಡಾಯವಾಗಿ ನೋಂದಣಿ ಮಾಡಿಕೊಳ್ಳಬೇಕು ಎಂದು ಮುನಿಯಪ್ಪ ತಿಳಿಸಿದರು. — [360, 625, 814, 714]
